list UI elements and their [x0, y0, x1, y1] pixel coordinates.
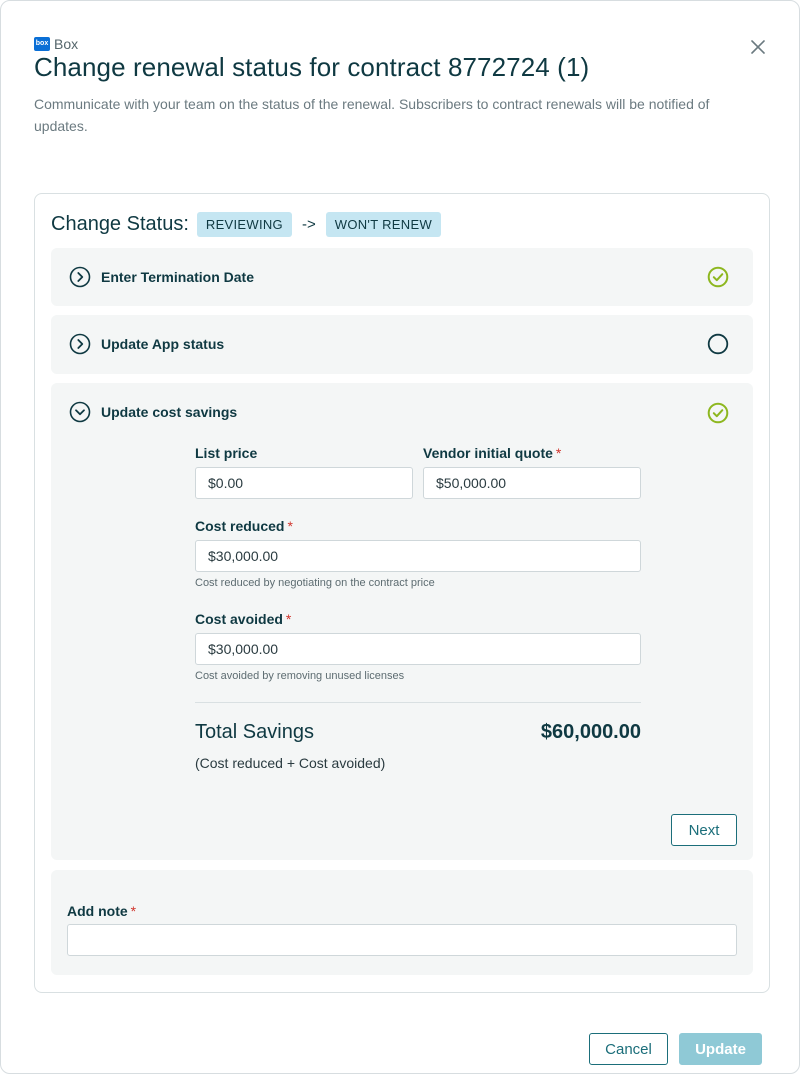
cost-reduced-input[interactable] [195, 540, 641, 572]
vendor-quote-input[interactable] [423, 467, 641, 499]
add-note-input[interactable] [67, 924, 737, 956]
list-price-input[interactable] [195, 467, 413, 499]
section-title: Update App status [101, 336, 225, 352]
cost-avoided-label: Cost avoided * [195, 611, 292, 627]
cancel-button[interactable]: Cancel [589, 1033, 668, 1065]
next-button[interactable]: Next [671, 814, 737, 846]
cost-reduced-label: Cost reduced * [195, 518, 293, 534]
update-button[interactable]: Update [679, 1033, 762, 1065]
box-logo-icon: box [34, 37, 50, 51]
required-asterisk: * [287, 518, 293, 534]
section-termination-date[interactable] [51, 248, 753, 306]
app-tag [34, 36, 78, 52]
status-change-row [51, 212, 441, 237]
section-app-status[interactable] [51, 315, 753, 374]
cost-reduced-hint: Cost reduced by negotiating on the contract price [195, 577, 435, 589]
dialog-subtitle: Communicate with your team on the status of the renewal. Subscribers to contract renewals will be notified of updates. [34, 96, 710, 134]
status-panel [34, 193, 770, 993]
add-note-label: Add note * [67, 903, 137, 919]
section-header[interactable] [69, 333, 224, 355]
section-header[interactable] [69, 401, 237, 423]
required-asterisk: * [555, 445, 562, 461]
required-asterisk: * [285, 611, 292, 627]
total-savings-label: Total Savings [195, 721, 314, 743]
app-name: Box [54, 36, 79, 52]
status-arrow: -> [301, 216, 316, 233]
chevron-right-icon[interactable] [69, 333, 91, 355]
dialog-title: Change renewal status for contract 8772724 (1) [34, 52, 590, 82]
status-label: Change Status: [51, 213, 189, 235]
check-circle-icon [707, 402, 729, 424]
cost-avoided-hint: Cost avoided by removing unused licenses [195, 670, 405, 682]
check-circle-icon [707, 266, 729, 288]
required-asterisk: * [130, 903, 137, 919]
divider [195, 702, 641, 703]
empty-circle-icon [707, 333, 729, 355]
close-icon[interactable] [749, 38, 767, 56]
status-from-badge: REVIEWING [197, 212, 292, 237]
section-cost-savings [51, 383, 753, 860]
add-note-section [51, 870, 753, 975]
section-title: Enter Termination Date [101, 269, 254, 285]
section-header[interactable] [69, 266, 254, 288]
section-title: Update cost savings [101, 404, 238, 420]
status-to-badge: WON'T RENEW [326, 212, 441, 237]
total-savings-value: $60,000.00 [540, 721, 641, 743]
vendor-quote-label: Vendor initial quote * [423, 445, 562, 461]
chevron-right-icon[interactable] [69, 266, 91, 288]
cost-avoided-input[interactable] [195, 633, 641, 665]
chevron-down-icon[interactable] [69, 401, 91, 423]
list-price-label: List price [195, 445, 258, 461]
total-savings-formula: (Cost reduced + Cost avoided) [195, 755, 386, 771]
